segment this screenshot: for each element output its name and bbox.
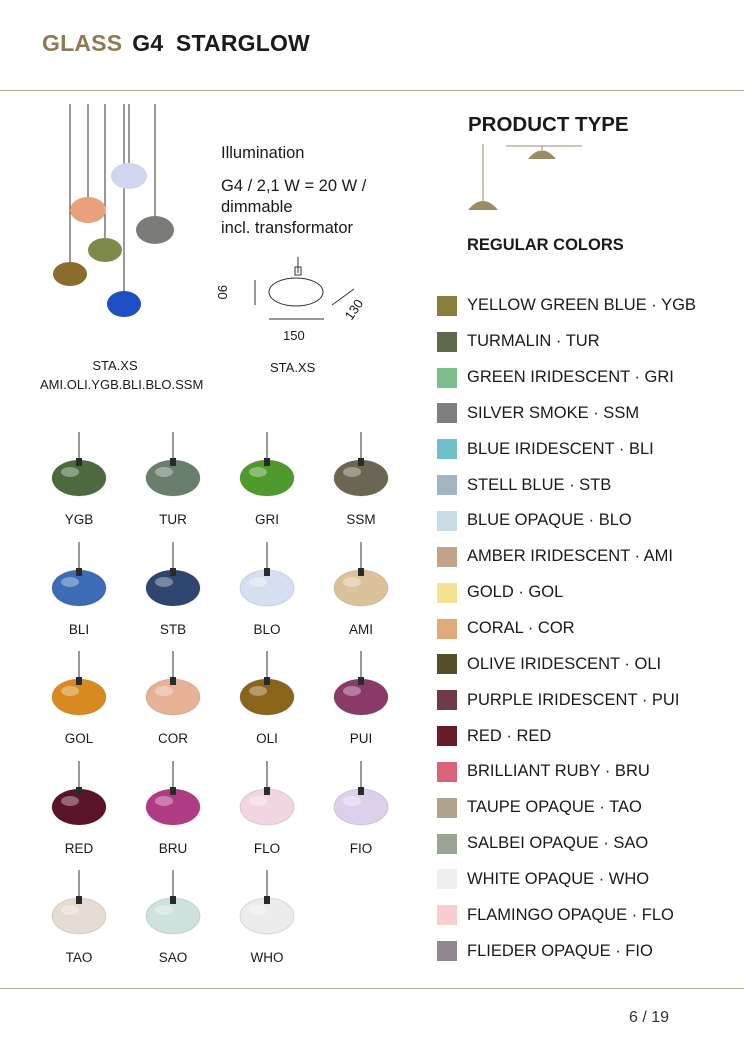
product-type-icon bbox=[466, 144, 586, 219]
color-label: TAUPE OPAQUE · TAO bbox=[467, 798, 642, 817]
variant-bli bbox=[32, 540, 126, 645]
color-label: STELL BLUE · STB bbox=[467, 475, 612, 494]
color-swatch bbox=[437, 296, 457, 316]
color-row bbox=[437, 360, 737, 396]
illumination-line2: dimmable bbox=[221, 198, 293, 216]
variant-code: OLI bbox=[256, 731, 278, 746]
color-row bbox=[437, 539, 737, 575]
color-swatch bbox=[437, 834, 457, 854]
variant-stb bbox=[126, 540, 220, 645]
variant-code: STB bbox=[159, 621, 187, 637]
color-row bbox=[437, 790, 737, 826]
color-label: RED · RED bbox=[467, 726, 552, 745]
color-row bbox=[437, 324, 737, 360]
illumination-line1: G4 / 2,1 W = 20 W / bbox=[221, 177, 367, 195]
variant-bru bbox=[126, 759, 220, 864]
variant-code: BRU bbox=[158, 840, 188, 856]
variant-code: TAO bbox=[65, 950, 93, 965]
variant-who bbox=[220, 868, 314, 973]
cluster-lamp-oli bbox=[88, 238, 122, 262]
variant-code: WHO bbox=[250, 950, 284, 965]
variant-code: RED bbox=[64, 840, 94, 856]
variant-gol bbox=[32, 649, 126, 754]
variant-code: SAO bbox=[158, 950, 188, 965]
variant-code: BLI bbox=[68, 621, 90, 637]
variant-code: TUR bbox=[159, 512, 187, 527]
variant-code: COR bbox=[158, 731, 188, 746]
color-swatch bbox=[437, 619, 457, 639]
color-row bbox=[437, 754, 737, 790]
cluster-caption bbox=[40, 356, 204, 394]
color-row bbox=[437, 575, 737, 611]
color-row bbox=[437, 933, 737, 969]
color-list bbox=[437, 288, 737, 969]
pendant-lamp-icon bbox=[314, 649, 408, 727]
variant-code: SSM bbox=[346, 512, 376, 527]
pendant-lamp-icon bbox=[314, 540, 408, 618]
page-number: 6 / 19 bbox=[629, 1009, 670, 1026]
color-label: BLUE IRIDESCENT · BLI bbox=[467, 439, 654, 458]
color-swatch bbox=[437, 332, 457, 352]
color-swatch bbox=[437, 654, 457, 674]
variant-sao bbox=[126, 868, 220, 973]
pendant-lamp-icon bbox=[32, 868, 126, 946]
color-label: FLAMINGO OPAQUE · FLO bbox=[467, 905, 674, 924]
illumination-line3: incl. transformator bbox=[221, 219, 354, 237]
pendant-lamp-icon bbox=[314, 430, 408, 508]
variant-oli bbox=[220, 649, 314, 754]
color-label: FLIEDER OPAQUE · FIO bbox=[467, 941, 653, 960]
variant-code: AMI bbox=[348, 621, 373, 637]
variant-ssm bbox=[314, 430, 408, 535]
color-row bbox=[437, 611, 737, 647]
color-swatch bbox=[437, 475, 457, 495]
color-swatch bbox=[437, 583, 457, 603]
footer-divider bbox=[0, 988, 744, 989]
color-swatch bbox=[437, 511, 457, 531]
illumination-block bbox=[221, 143, 366, 239]
product-type-title: PRODUCT TYPE bbox=[468, 113, 629, 136]
color-swatch bbox=[437, 439, 457, 459]
color-label: TURMALIN · TUR bbox=[467, 332, 600, 351]
model-label: G4 bbox=[132, 30, 164, 56]
pendant-lamp-icon bbox=[32, 540, 126, 618]
color-row bbox=[437, 862, 737, 898]
variant-pui bbox=[314, 649, 408, 754]
regular-colors-title: REGULAR COLORS bbox=[467, 236, 624, 254]
variant-cor bbox=[126, 649, 220, 754]
dimension-caption: STA.XS bbox=[270, 360, 316, 375]
cluster-lamp-ssm bbox=[136, 216, 174, 244]
illumination-title: Illumination bbox=[221, 144, 305, 162]
color-row bbox=[437, 467, 737, 503]
cluster-lamp-bli bbox=[107, 291, 141, 317]
variant-ygb bbox=[32, 430, 126, 535]
color-label: YELLOW GREEN BLUE · YGB bbox=[467, 296, 696, 315]
color-label: OLIVE IRIDESCENT · OLI bbox=[467, 654, 662, 673]
pendant-lamp-icon bbox=[32, 759, 126, 837]
color-row bbox=[437, 682, 737, 718]
color-label: SILVER SMOKE · SSM bbox=[467, 403, 640, 422]
color-swatch bbox=[437, 762, 457, 782]
pendant-lamp-icon bbox=[126, 540, 220, 618]
pendant-lamp-icon bbox=[220, 540, 314, 618]
color-label: CORAL · COR bbox=[467, 619, 575, 638]
pendant-lamp-icon bbox=[314, 759, 408, 837]
color-swatch bbox=[437, 869, 457, 889]
color-swatch bbox=[437, 905, 457, 925]
pendant-lamp-icon bbox=[220, 430, 314, 508]
color-label: BRILLIANT RUBY · BRU bbox=[467, 762, 650, 781]
color-row bbox=[437, 431, 737, 467]
variant-code: PUI bbox=[349, 731, 373, 746]
pendant-lamp-icon bbox=[32, 430, 126, 508]
variant-red bbox=[32, 759, 126, 864]
variant-code: BLO bbox=[253, 621, 281, 637]
color-swatch bbox=[437, 403, 457, 423]
color-swatch bbox=[437, 941, 457, 961]
variant-tao bbox=[32, 868, 126, 973]
pendant-lamp-icon bbox=[126, 430, 220, 508]
cluster-lamp-ami bbox=[70, 197, 106, 223]
color-label: SALBEI OPAQUE · SAO bbox=[467, 834, 649, 853]
variant-gri bbox=[220, 430, 314, 535]
header-divider bbox=[0, 90, 744, 91]
color-swatch bbox=[437, 726, 457, 746]
color-row bbox=[437, 826, 737, 862]
pendant-lamp-icon bbox=[220, 868, 314, 946]
cluster-caption-line1: STA.XS bbox=[92, 358, 138, 373]
color-row bbox=[437, 503, 737, 539]
page-title bbox=[42, 30, 310, 57]
pendant-lamp-icon bbox=[220, 649, 314, 727]
dimension-height: 90 bbox=[215, 285, 230, 300]
variant-fio bbox=[314, 759, 408, 864]
cluster-illustration bbox=[45, 104, 185, 324]
color-label: WHITE OPAQUE · WHO bbox=[467, 869, 650, 888]
dimension-width: 150 bbox=[283, 328, 305, 343]
variant-blo bbox=[220, 540, 314, 645]
color-label: PURPLE IRIDESCENT · PUI bbox=[467, 690, 680, 709]
variant-code: FLO bbox=[253, 840, 281, 856]
variant-code: FIO bbox=[349, 840, 373, 856]
variant-flo bbox=[220, 759, 314, 864]
variant-ami bbox=[314, 540, 408, 645]
color-row bbox=[437, 897, 737, 933]
variant-tur bbox=[126, 430, 220, 535]
cluster-lamp-ygb bbox=[53, 262, 87, 286]
color-swatch bbox=[437, 368, 457, 388]
variant-code: GOL bbox=[64, 731, 94, 746]
dimension-depth: 130 bbox=[341, 296, 367, 323]
color-row bbox=[437, 396, 737, 432]
color-swatch bbox=[437, 690, 457, 710]
pendant-lamp-icon bbox=[32, 649, 126, 727]
color-swatch bbox=[437, 547, 457, 567]
color-label: AMBER IRIDESCENT · AMI bbox=[467, 547, 673, 566]
color-label: BLUE OPAQUE · BLO bbox=[467, 511, 632, 530]
color-row bbox=[437, 288, 737, 324]
cluster-caption-line2: AMI.OLI.YGB.BLI.BLO.SSM bbox=[40, 377, 204, 392]
brand-label: GLASS bbox=[42, 30, 123, 56]
cluster-lamp-blo bbox=[111, 163, 147, 189]
dimension-drawing bbox=[228, 255, 378, 335]
pendant-lamp-icon bbox=[220, 759, 314, 837]
variant-code: GRI bbox=[254, 512, 279, 527]
color-row bbox=[437, 646, 737, 682]
pendant-lamp-icon bbox=[126, 868, 220, 946]
pendant-lamp-icon bbox=[126, 759, 220, 837]
color-label: GOLD · GOL bbox=[467, 583, 564, 602]
variant-code: YGB bbox=[64, 512, 94, 527]
color-swatch bbox=[437, 798, 457, 818]
color-row bbox=[437, 718, 737, 754]
pendant-lamp-icon bbox=[126, 649, 220, 727]
color-label: GREEN IRIDESCENT · GRI bbox=[467, 368, 674, 387]
product-name: STARGLOW bbox=[175, 30, 310, 56]
